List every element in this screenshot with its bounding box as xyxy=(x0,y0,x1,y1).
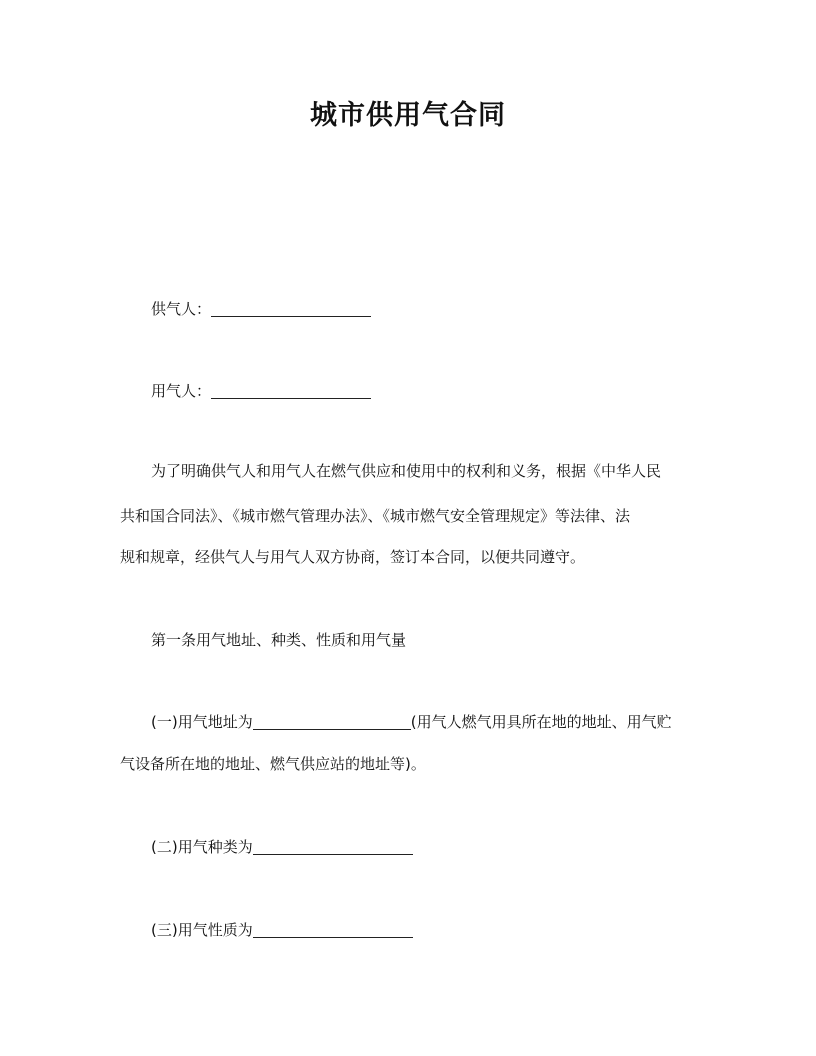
address-blank xyxy=(253,713,411,730)
article1-item3 xyxy=(151,919,700,941)
gas-nature-blank xyxy=(253,921,413,938)
supplier-line xyxy=(151,298,700,320)
user-blank xyxy=(211,382,371,399)
article1-item2 xyxy=(151,836,700,858)
article1-heading: 第一条用气地址、种类、性质和用气量 xyxy=(151,631,407,649)
article1-item1-line2: 气设备所在地的地址、燃气供应站的地址等)。 xyxy=(120,755,426,773)
item3-label: (三)用气性质为 xyxy=(151,921,253,939)
user-label: 用气人： xyxy=(151,382,212,400)
supplier-label: 供气人： xyxy=(151,300,212,318)
item1-note: (用气人燃气用具所在地的地址、用气贮 xyxy=(410,713,672,731)
item2-label: (二)用气种类为 xyxy=(151,838,253,856)
preamble-line-2: 共和国合同法》、《城市燃气管理办法》、《城市燃气安全管理规定》等法律、法 xyxy=(120,507,631,525)
document-title: 城市供用气合同 xyxy=(310,100,506,131)
gas-type-blank xyxy=(253,838,413,855)
user-line xyxy=(151,380,700,402)
preamble-line-3: 规和规章，经供气人与用气人双方协商，签订本合同，以便共同遵守。 xyxy=(120,548,586,566)
supplier-blank xyxy=(211,300,371,317)
article1-item1-line1 xyxy=(151,711,700,733)
preamble-line-1: 为了明确供气人和用气人在燃气供应和使用中的权利和义务，根据《中华人民 xyxy=(151,462,662,480)
item1-label: (一)用气地址为 xyxy=(151,713,253,731)
